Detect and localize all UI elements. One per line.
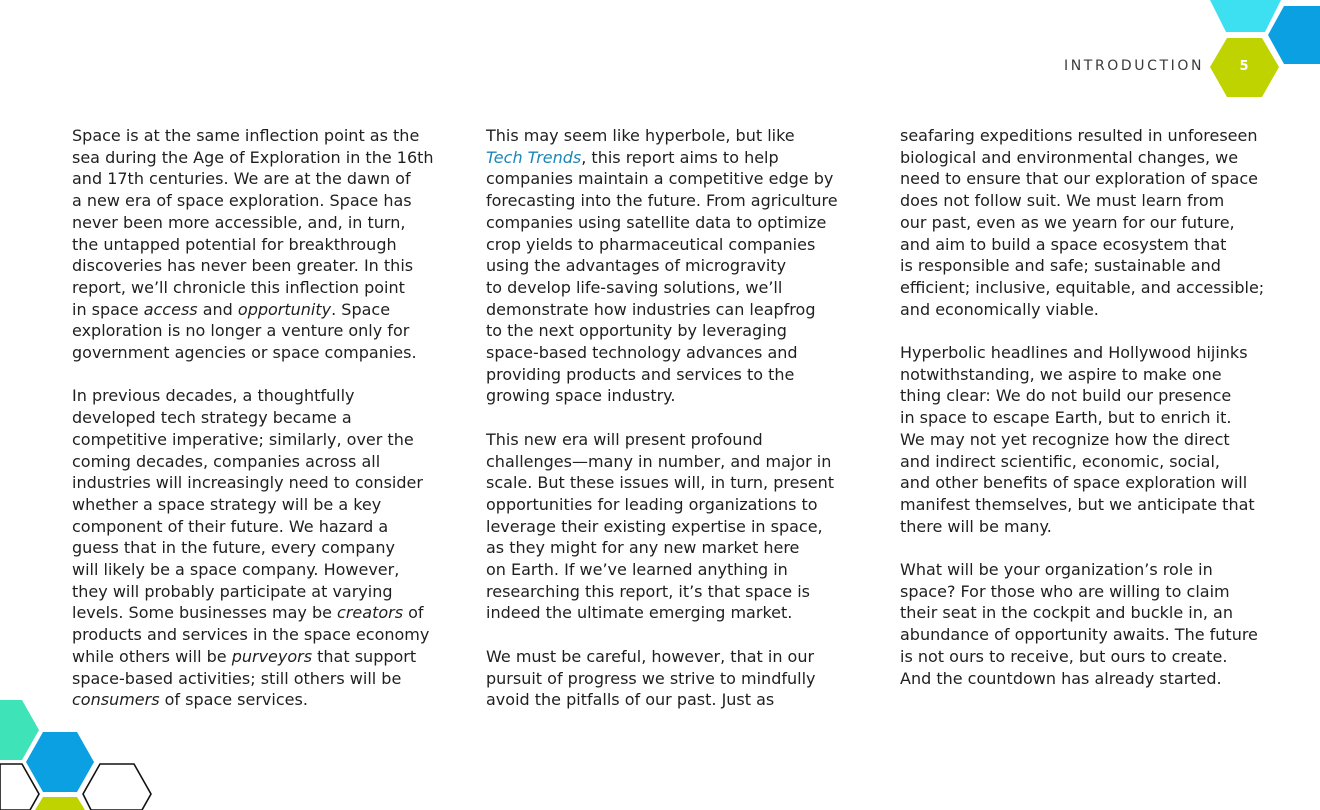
text-line: and other benefits of space exploration will — [900, 473, 1248, 493]
text-line: pursuit of progress we strive to mindfully — [486, 668, 816, 688]
section-label: INTRODUCTION — [1064, 58, 1205, 74]
text-line: What will be your organization’s role in — [900, 560, 1213, 580]
text-line: and aim to build a space ecosystem that — [900, 234, 1227, 254]
text-column-2 — [486, 125, 866, 733]
hexagon-blue-top — [1268, 6, 1320, 64]
hexagon-outline-right — [83, 764, 151, 810]
text-line: our past, even as we yearn for our future, — [900, 212, 1235, 232]
text-line: their seat in the cockpit and buckle in, an — [900, 603, 1233, 623]
text-line: We must be careful, however, that in our — [486, 646, 815, 666]
text-line: guess that in the future, every company — [72, 538, 395, 558]
text-line: indeed the ultimate emerging market. — [486, 603, 793, 623]
text-line: industries will increasingly need to consider — [72, 473, 423, 493]
text-line — [72, 602, 452, 624]
text-line: leverage their existing expertise in space, — [486, 516, 823, 536]
text-line: using the advantages of microgravity — [486, 256, 787, 276]
text-fragment: that support — [312, 646, 417, 666]
text-line: providing products and services to the — [486, 364, 795, 384]
text-line: avoid the pitfalls of our past. Just as — [486, 690, 775, 710]
text-line: space-based technology advances and — [486, 343, 798, 363]
text-line: discoveries has never been greater. In this — [72, 256, 414, 276]
text-line: there will be many. — [900, 516, 1052, 536]
tech-trends-link[interactable]: Tech Trends — [486, 147, 582, 167]
emphasis-purveyors: purveyors — [231, 646, 313, 666]
text-line: whether a space strategy will be a key — [72, 494, 382, 514]
hexagon-cyan-top — [1210, 0, 1281, 32]
text-line: developed tech strategy became a — [72, 408, 352, 428]
text-line: exploration is no longer a venture only for — [72, 321, 410, 341]
paragraph — [900, 125, 1280, 320]
paragraph — [486, 646, 866, 711]
text-line: space? For those who are willing to claim — [900, 581, 1230, 601]
text-line: seafaring expeditions resulted in unforeseen — [900, 126, 1258, 145]
text-line: government agencies or space companies. — [72, 343, 417, 363]
text-fragment: while others will be — [72, 646, 232, 666]
text-fragment: levels. Some businesses may be — [72, 603, 338, 623]
text-line: thing clear: We do not build our presence — [900, 386, 1232, 406]
text-line: notwithstanding, we aspire to make one — [900, 364, 1222, 384]
text-line: efficient; inclusive, equitable, and accessible; — [900, 277, 1265, 297]
text-line: to the next opportunity by leveraging — [486, 321, 787, 341]
text-line: in space to escape Earth, but to enrich it. — [900, 408, 1232, 428]
emphasis-opportunity: opportunity — [237, 299, 332, 319]
text-line: report, we’ll chronicle this inflection point — [72, 277, 405, 297]
text-line: competitive imperative; similarly, over the — [72, 429, 414, 449]
emphasis-consumers: consumers — [72, 690, 160, 710]
text-line: space-based activities; still others will be — [72, 668, 402, 688]
text-fragment: and — [197, 299, 238, 319]
text-line: companies using satellite data to optimize — [486, 212, 827, 232]
text-line: and economically viable. — [900, 299, 1099, 319]
text-line: will likely be a space company. However, — [72, 560, 400, 580]
text-line: researching this report, it’s that space is — [486, 581, 810, 601]
paragraph — [486, 125, 866, 407]
text-line: This new era will present profound — [486, 429, 763, 449]
text-line: manifest themselves, but we anticipate that — [900, 494, 1255, 514]
text-line: crop yields to pharmaceutical companies — [486, 234, 816, 254]
text-line: and 17th centuries. We are at the dawn of — [72, 169, 411, 189]
paragraph — [72, 125, 452, 364]
text-fragment: . Space — [331, 299, 391, 319]
text-line: coming decades, companies across all — [72, 451, 381, 471]
text-line: the untapped potential for breakthrough — [72, 234, 397, 254]
text-line: never been more accessible, and, in turn, — [72, 212, 406, 232]
text-line: Hyperbolic headlines and Hollywood hijinks — [900, 343, 1248, 363]
text-line: We may not yet recognize how the direct — [900, 429, 1230, 449]
text-fragment: in space — [72, 299, 144, 319]
text-line — [72, 646, 452, 668]
text-line: they will probably participate at varying — [72, 581, 393, 601]
text-line: biological and environmental changes, we — [900, 147, 1239, 167]
text-line: This may seem like hyperbole, but like — [486, 126, 795, 145]
text-line: companies maintain a competitive edge by — [486, 169, 834, 189]
text-line: sea during the Age of Exploration in the 16th — [72, 147, 434, 167]
paragraph — [72, 385, 452, 711]
text-line — [72, 689, 452, 711]
text-line: forecasting into the future. From agriculture — [486, 191, 838, 211]
text-column-1 — [72, 125, 452, 733]
paragraph — [900, 342, 1280, 537]
text-line: on Earth. If we’ve learned anything in — [486, 560, 788, 580]
text-line: to develop life-saving solutions, we’ll — [486, 277, 783, 297]
text-line: a new era of space exploration. Space has — [72, 191, 412, 211]
emphasis-creators: creators — [337, 603, 404, 623]
text-line: And the countdown has already started. — [900, 668, 1222, 688]
text-line — [486, 147, 866, 169]
text-column-3 — [900, 125, 1280, 711]
text-line: as they might for any new market here — [486, 538, 800, 558]
text-line: need to ensure that our exploration of space — [900, 169, 1258, 189]
hexagon-lime-bottom — [35, 797, 85, 810]
page-number: 5 — [1239, 59, 1249, 74]
text-fragment: , this report aims to help — [581, 147, 779, 167]
text-line: scale. But these issues will, in turn, present — [486, 473, 835, 493]
text-line: In previous decades, a thoughtfully — [72, 386, 355, 406]
text-fragment: of — [403, 603, 424, 623]
text-line: is responsible and safe; sustainable and — [900, 256, 1221, 276]
text-line: does not follow suit. We must learn from — [900, 191, 1225, 211]
text-line: and indirect scientific, economic, social, — [900, 451, 1220, 471]
hexagon-blue-bottom — [26, 732, 94, 792]
text-line: abundance of opportunity awaits. The future — [900, 625, 1258, 645]
text-fragment: of space services. — [159, 690, 308, 710]
paragraph — [900, 559, 1280, 689]
text-line: opportunities for leading organizations to — [486, 494, 818, 514]
emphasis-access: access — [143, 299, 198, 319]
text-line: is not ours to receive, but ours to create. — [900, 646, 1228, 666]
text-line: products and services in the space economy — [72, 625, 430, 645]
text-line: component of their future. We hazard a — [72, 516, 389, 536]
text-line: challenges—many in number, and major in — [486, 451, 832, 471]
text-line: Space is at the same inflection point as the — [72, 126, 420, 145]
text-line: demonstrate how industries can leapfrog — [486, 299, 816, 319]
text-line — [72, 299, 452, 321]
text-line: growing space industry. — [486, 386, 676, 406]
paragraph — [486, 429, 866, 624]
